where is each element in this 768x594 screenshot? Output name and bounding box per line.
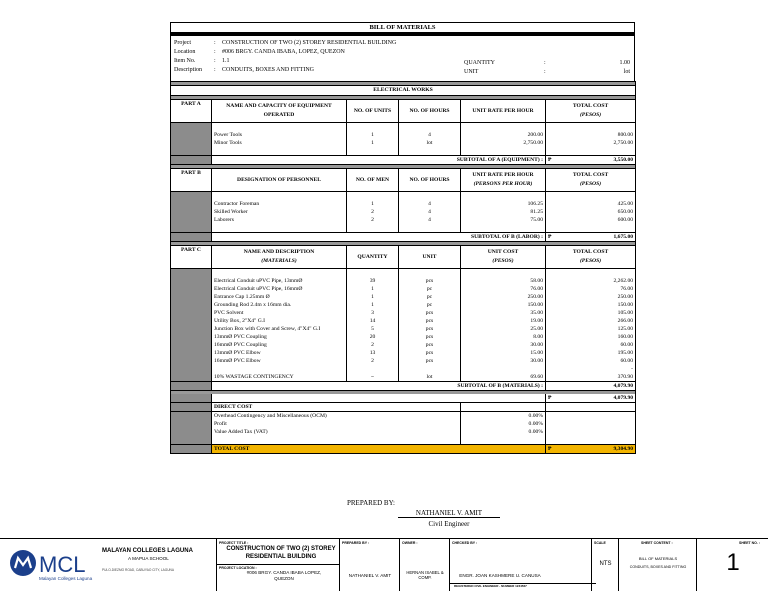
row-units: 1 <box>347 131 399 139</box>
part-a-header-name: NAME AND CAPACITY OF EQUIPMENT OPERATED <box>212 100 347 123</box>
row-unit: pcs <box>399 349 461 357</box>
subtotal-value: 1,675.00 <box>613 234 634 240</box>
table-row <box>171 357 636 365</box>
row-unit: pc <box>399 293 461 301</box>
row-name: Electrical Conduit uPVC Pipe, 16mmØ <box>212 285 347 293</box>
part-c-subtotal: 4,079.90 <box>546 382 636 391</box>
row-qty: 14 <box>347 317 399 325</box>
peso-sign: ₱ <box>548 446 552 452</box>
peso-sign: ₱ <box>548 157 552 163</box>
table-row <box>171 349 636 357</box>
gray-cell <box>171 412 212 421</box>
blank <box>212 147 347 156</box>
blank <box>461 192 546 201</box>
owner-value: HERNAN ISABEL & COMP. <box>406 570 444 580</box>
part-a-subtotal-label: SUBTOTAL OF A (EQUIPMENT) : <box>212 156 546 165</box>
row-unit: pcs <box>399 317 461 325</box>
row-qty: 1 <box>347 293 399 301</box>
dash-cell: - <box>546 365 636 373</box>
row-total: 370.90 <box>546 373 636 382</box>
peso-sign: ₱ <box>548 395 552 401</box>
scale-cell <box>591 539 619 591</box>
part-c-header-cost <box>461 246 546 269</box>
row-total: 105.00 <box>546 309 636 317</box>
header-cost-label: UNIT COST <box>487 249 519 255</box>
blank <box>461 224 546 233</box>
blank <box>546 436 636 445</box>
row-rate: 81.25 <box>461 208 546 216</box>
colon: : <box>214 67 216 73</box>
row-name: 10% WASTAGE CONTINGENCY <box>212 373 347 382</box>
gray-cell <box>171 301 212 309</box>
gray-cell <box>171 156 212 165</box>
part-b-header-name: DESIGNATION OF PERSONNEL <box>212 169 347 192</box>
part-c-header-qty: QUANTITY <box>347 246 399 269</box>
row-name: Utility Box, 2"X4" G.I <box>212 317 347 325</box>
ocm-label: Overhead Contingency and Miscellaneous (OCM) <box>212 412 461 421</box>
gray-cell <box>171 333 212 341</box>
blank <box>347 269 399 278</box>
header-pesos: (PESOS) <box>579 181 602 187</box>
blank <box>212 269 347 278</box>
part-c-label: PART C <box>171 246 212 269</box>
quantity-row <box>464 60 630 66</box>
row-cost: 76.00 <box>461 285 546 293</box>
unit-row <box>464 69 630 75</box>
row-rate: 75.00 <box>461 216 546 224</box>
row-qty: 2 <box>347 357 399 365</box>
sheet-content-header: SHEET CONTENT : <box>641 541 673 545</box>
row-hours: 4 <box>399 208 461 216</box>
table-row <box>171 317 636 325</box>
table-row <box>171 293 636 301</box>
row-qty: ~ <box>347 373 399 382</box>
blank <box>546 403 636 412</box>
colon: : <box>214 49 216 55</box>
row-cost: 30.00 <box>461 357 546 365</box>
part-c-header-total <box>546 246 636 269</box>
project-title-header: PROJECT TITLE : <box>219 541 249 545</box>
row-cost: 8.00 <box>461 333 546 341</box>
row-name: Entrance Cap 1.25mm Ø <box>212 293 347 301</box>
blank <box>399 192 461 201</box>
profit-percent: 0.00% <box>461 420 546 428</box>
blank <box>212 436 461 445</box>
gray-cell <box>171 445 212 454</box>
project-title-value: CONSTRUCTION OF TWO (2) STOREY RESIDENTIAL BUILDING <box>226 546 336 560</box>
row-qty: 3 <box>347 309 399 317</box>
table-row <box>171 277 636 285</box>
blank <box>546 224 636 233</box>
row-total: 195.00 <box>546 349 636 357</box>
row-cost: 58.00 <box>461 277 546 285</box>
header-pesos: (PESOS) <box>579 112 602 118</box>
direct-cost-label: DIRECT COST <box>212 403 461 412</box>
gray-cell <box>171 436 212 445</box>
gray-cell <box>171 192 212 201</box>
colon: : <box>214 40 216 46</box>
unit-label: UNIT <box>464 69 479 75</box>
header-name-label: NAME AND DESCRIPTION <box>243 249 315 255</box>
bill-of-materials-sheet <box>170 22 635 454</box>
row-total: 2,262.00 <box>546 277 636 285</box>
row-hours: lot <box>399 139 461 147</box>
blank <box>399 269 461 278</box>
gray-cell <box>171 341 212 349</box>
table-row <box>171 216 636 224</box>
row-total: 266.00 <box>546 317 636 325</box>
row-total: 600.00 <box>546 216 636 224</box>
gray-cell <box>171 373 212 382</box>
sheet-content-2: CONDUITS, BOXES AND FITTING <box>629 565 687 569</box>
location-label: Location <box>174 49 196 55</box>
prepared-by-cell <box>339 539 400 591</box>
table-row <box>171 341 636 349</box>
blank <box>347 365 399 373</box>
row-qty: 5 <box>347 325 399 333</box>
mcl-logo-icon <box>8 547 108 583</box>
gray-cell <box>171 131 212 139</box>
row-total: 60.00 <box>546 357 636 365</box>
project-title-cell <box>216 539 340 591</box>
row-unit: pcs <box>399 277 461 285</box>
table-row <box>171 333 636 341</box>
part-c-header-name <box>212 246 347 269</box>
gray-cell <box>171 420 212 428</box>
part-c-header-unit: UNIT <box>399 246 461 269</box>
blank <box>546 123 636 132</box>
sum-total-value: 4,079.90 <box>613 395 634 401</box>
title-block <box>0 538 768 591</box>
row-cost: 30.00 <box>461 341 546 349</box>
sheet-no-value: 1 <box>726 549 740 576</box>
blank <box>546 269 636 278</box>
blank <box>212 224 347 233</box>
blank <box>399 365 461 373</box>
row-units: 1 <box>347 139 399 147</box>
blank <box>347 224 399 233</box>
logo-text: MCL <box>39 552 86 577</box>
row-name: 13mmØ PVC Coupling <box>212 333 347 341</box>
checked-header: CHECKED BY : <box>452 541 478 545</box>
row-name: Skilled Worker <box>212 208 347 216</box>
logo-sub: Malayan Colleges Laguna <box>39 576 93 581</box>
row-total: 650.00 <box>546 208 636 216</box>
row-cost: 69.60 <box>461 373 546 382</box>
colon: : <box>544 60 546 66</box>
row-name: Power Tools <box>212 131 347 139</box>
part-c-subtotal-label: SUBTOTAL OF B (MATERIALS) : <box>212 382 546 391</box>
prepared-header: PREPARED BY : <box>342 541 370 545</box>
header-pesos: (PESOS) <box>492 258 514 264</box>
gray-cell <box>171 233 212 242</box>
table-row <box>171 309 636 317</box>
header-rate-label: UNIT RATE PER HOUR <box>472 172 534 178</box>
row-rate: 200.00 <box>461 131 546 139</box>
part-a-label: PART A <box>171 100 212 123</box>
table-row <box>171 131 636 139</box>
prepared-by-label: PREPARED BY: <box>347 499 395 507</box>
school-logo <box>8 547 108 588</box>
blank <box>399 123 461 132</box>
table-row <box>171 325 636 333</box>
project-info <box>170 36 635 81</box>
wastage-row <box>171 373 636 382</box>
row-cost: 250.00 <box>461 293 546 301</box>
header-total-label: TOTAL COST <box>572 172 609 178</box>
row-total: 2,750.00 <box>546 139 636 147</box>
blank <box>546 428 636 436</box>
row-cost: 15.00 <box>461 349 546 357</box>
project-location-header: PROJECT LOCATION : <box>219 566 257 570</box>
row-qty: 20 <box>347 333 399 341</box>
description-value: CONDUITS, BOXES AND FITTING <box>222 67 315 73</box>
scale-value: NTS <box>599 561 612 567</box>
row-name: PVC Solvent <box>212 309 347 317</box>
description-label: Description <box>174 67 202 73</box>
project-value: CONSTRUCTION OF TWO (2) STOREY RESIDENTIAL BUILDING <box>222 40 397 46</box>
row-qty: 1 <box>347 301 399 309</box>
part-b-header-men: NO. OF MEN <box>347 169 399 192</box>
gray-cell <box>171 293 212 301</box>
vat-label: Value Added Tax (VAT) <box>212 428 461 436</box>
row-name: Contractor Foreman <box>212 200 347 208</box>
scale-header: SCALE <box>594 541 606 545</box>
blank <box>347 123 399 132</box>
blank <box>546 147 636 156</box>
row-name: Minor Tools <box>212 139 347 147</box>
row-total: 125.00 <box>546 325 636 333</box>
row-cost: 35.00 <box>461 309 546 317</box>
profit-label: Profit <box>212 420 461 428</box>
row-name: 16mmØ PVC Elbow <box>212 357 347 365</box>
row-unit: pcs <box>399 325 461 333</box>
blank <box>546 192 636 201</box>
preparer-title: Civil Engineer <box>428 520 470 528</box>
row-total: 800.00 <box>546 131 636 139</box>
row-name: Laborers <box>212 216 347 224</box>
blank <box>461 269 546 278</box>
blank <box>461 365 546 373</box>
blank <box>212 365 347 373</box>
ocm-percent: 0.00% <box>461 412 546 421</box>
row-men: 2 <box>347 208 399 216</box>
row-men: 1 <box>347 200 399 208</box>
row-unit: pcs <box>399 333 461 341</box>
sheet-content-1: BILL OF MATERIALS <box>638 556 678 561</box>
gray-cell <box>171 357 212 365</box>
summary-total <box>546 394 636 403</box>
row-hours: 4 <box>399 200 461 208</box>
gray-cell <box>171 224 212 233</box>
gray-cell <box>171 309 212 317</box>
row-unit: pcs <box>399 309 461 317</box>
part-a-header-total <box>546 100 636 123</box>
header-total-label: TOTAL COST <box>572 103 609 109</box>
total-cost-value: 9,304.90 <box>613 446 634 452</box>
blank <box>399 224 461 233</box>
gray-cell <box>171 208 212 216</box>
table-row <box>171 208 636 216</box>
table-row <box>171 285 636 293</box>
blank <box>461 403 546 412</box>
row-qty: 39 <box>347 277 399 285</box>
table-row <box>171 200 636 208</box>
row-qty: 2 <box>347 341 399 349</box>
part-b-header-rate <box>461 169 546 192</box>
row-name: Grounding Rod 2.4m x 16mm dia. <box>212 301 347 309</box>
part-c-rows <box>171 277 636 365</box>
row-unit: pcs <box>399 357 461 365</box>
header-pesos: (PESOS) <box>579 258 602 264</box>
part-b-header-total <box>546 169 636 192</box>
row-hours: 4 <box>399 131 461 139</box>
sheet-content-cell <box>618 539 697 591</box>
table-row <box>171 139 636 147</box>
unit-value: lot <box>623 69 630 75</box>
checked-by-cell <box>449 539 592 591</box>
gray-cell <box>171 200 212 208</box>
gray-cell <box>171 382 212 391</box>
row-rate: 106.25 <box>461 200 546 208</box>
blank <box>212 394 546 403</box>
quantity-label: QUANTITY <box>464 60 495 66</box>
row-name: Electrical Conduit uPVC Pipe, 13mmØ <box>212 277 347 285</box>
gray-cell <box>171 277 212 285</box>
row-name: 16mmØ PVC Coupling <box>212 341 347 349</box>
gray-cell <box>171 139 212 147</box>
sheet-no-cell <box>696 539 768 591</box>
part-a-header-units: NO. OF UNITS <box>347 100 399 123</box>
blank <box>461 147 546 156</box>
blank <box>399 147 461 156</box>
location-value: #006 BRGY. CANDA IBABA, LOPEZ, QUEZON <box>222 49 345 55</box>
gray-cell <box>171 216 212 224</box>
gray-cell <box>171 428 212 436</box>
row-total: 150.00 <box>546 301 636 309</box>
row-total: 160.00 <box>546 333 636 341</box>
document-title: BILL OF MATERIALS <box>170 22 635 32</box>
checked-sub: REGISTERED CIVIL ENGINEER - NUMBER 1234567 <box>450 583 596 588</box>
gray-cell <box>171 349 212 357</box>
item-label: Item No. <box>174 58 196 64</box>
blank <box>546 420 636 428</box>
part-b-label: PART B <box>171 169 212 192</box>
vat-percent: 0.00% <box>461 428 546 436</box>
gray-cell <box>171 123 212 132</box>
quantity-value: 1.00 <box>619 60 630 66</box>
gray-cell <box>171 325 212 333</box>
blank <box>347 192 399 201</box>
header-materials: (MATERIALS) <box>261 258 297 264</box>
part-a-header-hours: NO. OF HOURS <box>399 100 461 123</box>
part-a-subtotal <box>546 156 636 165</box>
header-rate-sub: (PERSONS PER HOUR) <box>473 181 533 187</box>
row-hours: 4 <box>399 216 461 224</box>
row-cost: 150.00 <box>461 301 546 309</box>
sheet-no-header: SHEET NO. : <box>739 541 761 545</box>
gray-cell <box>171 365 212 373</box>
row-total: 76.00 <box>546 285 636 293</box>
item-value: 1.1 <box>222 58 230 64</box>
row-name: Junction Box with Cover and Screw, 4"X4" G.I <box>212 325 347 333</box>
subtotal-value: 3,550.00 <box>613 157 634 163</box>
school-sub: A MAPUA SCHOOL <box>128 556 169 561</box>
bom-table <box>170 81 636 454</box>
blank <box>212 192 347 201</box>
header-total-label: TOTAL COST <box>572 249 609 255</box>
row-name: 13mmØ PVC Elbow <box>212 349 347 357</box>
owner-header: OWNER : <box>402 541 418 545</box>
project-label: Project <box>174 40 191 46</box>
blank <box>546 412 636 421</box>
peso-sign: ₱ <box>548 234 552 240</box>
colon: : <box>214 58 216 64</box>
row-rate: 2,750.00 <box>461 139 546 147</box>
checked-value: ENGR. JOAN KASHMERE U. CANUSA <box>459 573 541 578</box>
table-row <box>171 301 636 309</box>
row-qty: 13 <box>347 349 399 357</box>
blank <box>461 436 546 445</box>
row-men: 2 <box>347 216 399 224</box>
row-cost: 25.00 <box>461 325 546 333</box>
section-title: ELECTRICAL WORKS <box>171 86 636 96</box>
row-cost: 19.00 <box>461 317 546 325</box>
row-unit: pc <box>399 285 461 293</box>
row-total: 250.00 <box>546 293 636 301</box>
preparer-name: NATHANIEL V. AMIT <box>398 509 500 518</box>
part-b-subtotal-label: SUBTOTAL OF B (LABOR) : <box>212 233 546 242</box>
gray-cell <box>171 403 212 412</box>
part-b-subtotal <box>546 233 636 242</box>
colon: : <box>544 69 546 75</box>
row-qty: 1 <box>347 285 399 293</box>
prepared-value: NATHANIEL V. AMIT <box>348 573 392 578</box>
total-cost-label: TOTAL COST <box>212 445 546 454</box>
blank <box>212 123 347 132</box>
total-cost <box>546 445 636 454</box>
owner-cell <box>399 539 450 591</box>
gray-cell <box>171 285 212 293</box>
row-unit: pc <box>399 301 461 309</box>
school-name: MALAYAN COLLEGES LAGUNA <box>102 548 193 554</box>
blank <box>461 123 546 132</box>
row-unit: pcs <box>399 341 461 349</box>
row-total: 425.00 <box>546 200 636 208</box>
gray-cell <box>171 317 212 325</box>
row-unit: lot <box>399 373 461 382</box>
blank <box>347 147 399 156</box>
row-total: 60.00 <box>546 341 636 349</box>
project-location-value: #006 BRGY. CANDA IBABA LOPEZ, QUEZON <box>246 570 322 581</box>
gray-cell <box>171 394 212 403</box>
gray-cell <box>171 269 212 278</box>
part-a-header-rate: UNIT RATE PER HOUR <box>461 100 546 123</box>
school-address: PULO-DIEZMO ROAD, CABUYAO CITY, LAGUNA <box>102 568 174 572</box>
part-b-header-hours: NO. OF HOURS <box>399 169 461 192</box>
gray-cell <box>171 147 212 156</box>
